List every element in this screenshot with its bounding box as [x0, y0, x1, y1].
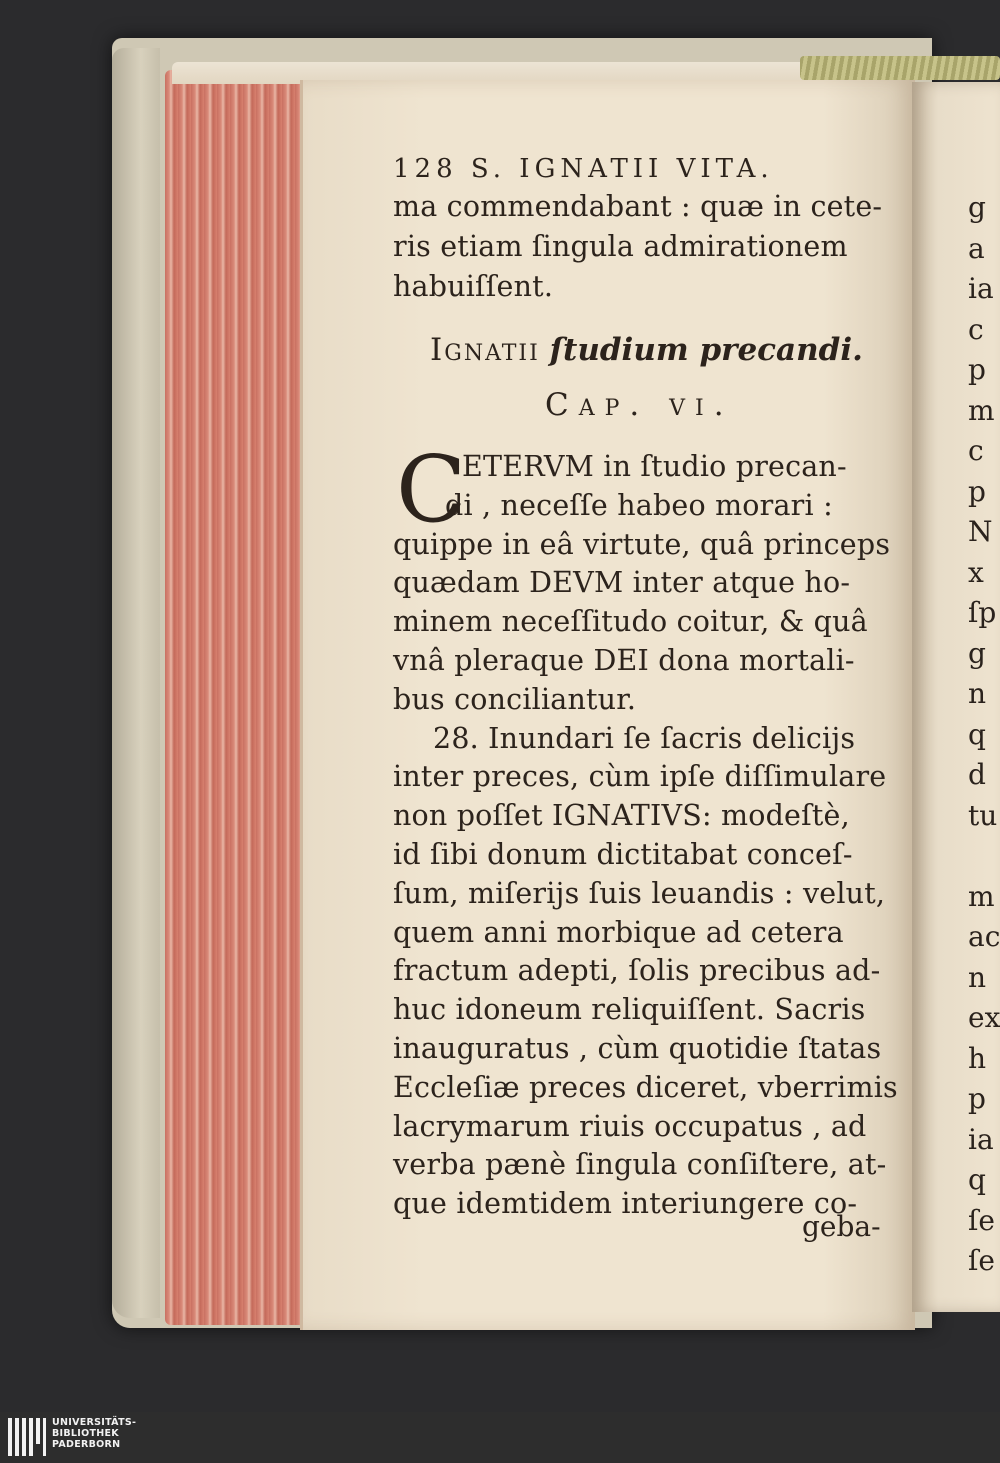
text-line: lacrymarum riuis occupatus , ad [393, 1109, 867, 1143]
heading-caps: Ignatii [430, 332, 540, 368]
text-line: ſum, miſerijs ſuis leuandis : velut, [393, 876, 886, 910]
logo-line: BIBLIOTHEK [52, 1428, 119, 1439]
right-page-fragment: m [968, 393, 995, 427]
right-page-fragment: ſe [968, 1244, 995, 1277]
text-line: ris etiam ſingula admirationem [393, 230, 848, 263]
right-page-fragment: ia [968, 272, 994, 305]
chapter-number: Cap. vi. [545, 387, 734, 423]
library-footer [0, 1412, 1000, 1463]
right-page-fragment: d [968, 758, 986, 791]
red-page-edges [165, 70, 313, 1325]
running-header: 128 S. IGNATII VITA. [393, 154, 774, 184]
right-page-fragment: tu [968, 798, 998, 832]
right-page-fragment: n [968, 960, 987, 994]
ribbon-bookmark [800, 56, 1000, 80]
right-page-fragment: ia [968, 1122, 994, 1156]
text-line: fractum adepti, ſolis precibus ad- [393, 954, 881, 988]
text-line: verba pænè ſingula conſiſtere, at- [393, 1148, 887, 1182]
text-line: id ſibi donum dictitabat conceſ- [393, 838, 853, 871]
text-line: quem anni morbique ad cetera [393, 915, 844, 949]
right-page-fragment: n [968, 677, 987, 710]
right-page-fragment: ſp [968, 596, 997, 629]
right-page-fragment: m [968, 879, 995, 913]
text-line: quippe in eâ virtute, quâ princeps [393, 527, 891, 561]
text-line: huc idoneum reliquiſſent. Sacris [393, 993, 866, 1027]
right-page-fragment [968, 836, 1000, 877]
right-page-fragment: g [968, 636, 986, 670]
right-page-fragment: p [968, 353, 986, 386]
heading-italic: ſtudium precandi. [549, 332, 863, 368]
text-line: ma commendabant : quæ in cete- [393, 190, 883, 223]
right-page-fragment: p [968, 474, 986, 508]
right-page-fragment: c [968, 434, 984, 467]
right-page-fragment: c [968, 312, 984, 346]
text-line: non poſſet IGNATIVS: modeſtè, [393, 799, 850, 833]
right-page-fragment: q [968, 717, 986, 751]
right-page-fragment: x [968, 555, 984, 589]
logo-line: UNIVERSITÄTS- [52, 1417, 137, 1428]
text-line: inauguratus , cùm quotidie ſtatas [393, 1032, 882, 1065]
book-spine [112, 48, 160, 1318]
text-line: di , neceſſe habeo morari : [445, 488, 833, 522]
right-page-fragment: h [968, 1041, 987, 1075]
text-line: 28. Inundari ſe ſacris delicijs [433, 721, 856, 755]
right-page-fragment: p [968, 1082, 986, 1115]
right-page-text [968, 188, 1000, 1282]
text-line: minem neceſſitudo coitur, & quâ [393, 605, 868, 639]
right-page-fragment: g [968, 191, 986, 224]
library-logo-text [52, 1417, 136, 1450]
chapter-heading [430, 332, 863, 368]
right-page-fragment: ex [968, 1001, 1000, 1034]
text-line: ETERVM in ſtudio precan- [462, 450, 847, 483]
right-page-fragment: a [968, 231, 985, 265]
right-page-fragment: N [968, 515, 993, 548]
text-line: vnâ pleraque DEI dona mortali- [393, 644, 855, 677]
text-line: habuiſſent. [393, 270, 554, 303]
logo-line: PADERBORN [52, 1439, 121, 1450]
catchword: geba- [802, 1210, 881, 1243]
drop-capital: C [396, 436, 467, 543]
text-line: inter preces, cùm ipſe diſſimulare [393, 760, 887, 794]
right-page-fragment: ſe [968, 1203, 995, 1237]
text-line: quædam DEVM inter atque ho- [393, 566, 851, 600]
text-line: que idemtidem interiungere co- [393, 1187, 858, 1221]
right-page-fragment: q [968, 1163, 986, 1196]
text-line: Eccleſiæ preces diceret, vberrimis [393, 1070, 898, 1104]
text-line: bus conciliantur. [393, 682, 637, 716]
right-page-fragment: ac [968, 920, 1000, 953]
